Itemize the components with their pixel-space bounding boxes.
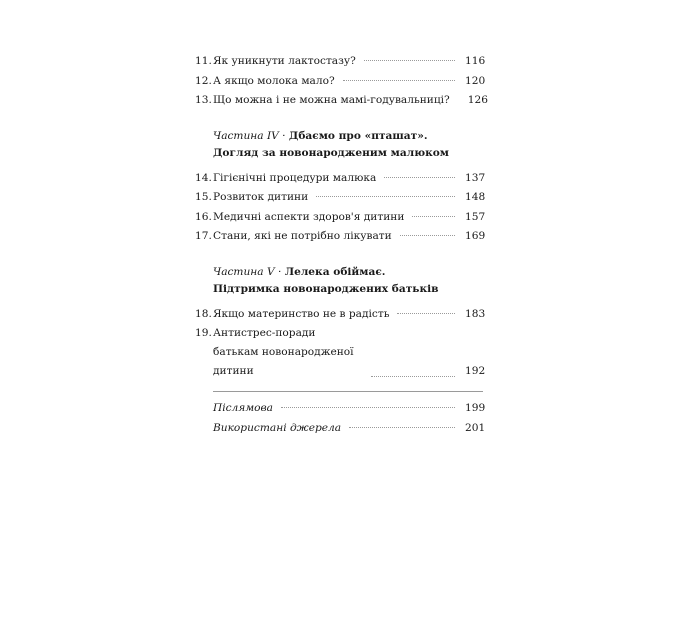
divider [213,391,483,392]
entry-number: 16. [195,210,212,223]
entry-title: Як уникнути лактостазу? [213,55,356,67]
entry-title: Використані джерела [213,421,342,434]
dot-leader [371,376,455,377]
entry-title: Післямова [213,402,273,414]
table-of-contents [195,52,488,438]
entry-page: 192 [465,365,486,377]
entry-title: Антистрес-поради батькам новонародженої дитини [213,327,354,377]
toc-entry-16[interactable] [195,208,486,228]
part-title-line-2: Підтримка новонароджених батьків [213,282,439,295]
toc-entry-15[interactable] [195,188,486,208]
part-4-heading[interactable] [195,128,483,162]
dot-leader [384,177,455,178]
entry-page: 157 [465,210,486,223]
entry-title: А якщо молока мало? [213,74,335,87]
entry-page: 199 [465,402,486,414]
toc-entry-afterword[interactable] [195,399,486,419]
entry-number: 18. [195,307,212,320]
dot-leader [397,313,455,314]
entry-page: 201 [465,421,486,434]
entry-page: 116 [465,55,486,67]
toc-entry-18[interactable] [195,305,486,325]
entry-title: Що можна і не можна мамі-годувальниці? [213,94,450,106]
entry-title: Розвиток дитини [213,191,309,203]
part-title-line-2: Догляд за новонародженим малюком [213,146,449,159]
entry-page: 183 [465,307,486,320]
dot-leader [412,216,455,217]
entry-number: 14. [195,171,212,184]
dot-leader [400,235,455,236]
part-label: Частина V · [213,265,285,278]
entry-page: 120 [465,74,486,87]
entry-page: 126 [467,94,488,106]
part-title-line-1: Лелека обіймає. [284,265,386,278]
toc-entry-13[interactable] [195,91,488,111]
toc-entry-references[interactable] [195,419,486,439]
entry-page: 169 [465,230,486,242]
entry-page: 137 [465,171,486,184]
entry-title: Якщо материнство не в радість [213,307,390,320]
entry-number: 15. [195,191,212,203]
toc-entry-11[interactable] [195,52,486,72]
dot-leader [281,407,455,408]
part-5-heading[interactable] [195,264,483,298]
entry-title: Медичні аспекти здоров'я дитини [213,210,405,223]
entry-title: Стани, які не потрібно лікувати [213,230,392,242]
part-title-line-1: Дбаємо про «пташат». [288,129,428,142]
entry-number: 11. [195,55,212,67]
toc-entry-14[interactable] [195,169,486,189]
dot-leader [316,196,455,197]
entry-title: Гігієнічні процедури малюка [213,171,377,184]
part-label: Частина IV · [213,129,289,142]
toc-entry-17[interactable] [195,227,486,247]
toc-entry-19[interactable] [195,324,486,381]
entry-number: 13. [195,94,212,106]
entry-number: 12. [195,74,212,87]
dot-leader [343,80,455,81]
entry-page: 148 [465,191,486,203]
entry-number: 19. [195,327,212,339]
entry-number: 17. [195,230,212,242]
dot-leader [364,60,455,61]
dot-leader [349,427,455,428]
toc-entry-12[interactable] [195,72,486,92]
